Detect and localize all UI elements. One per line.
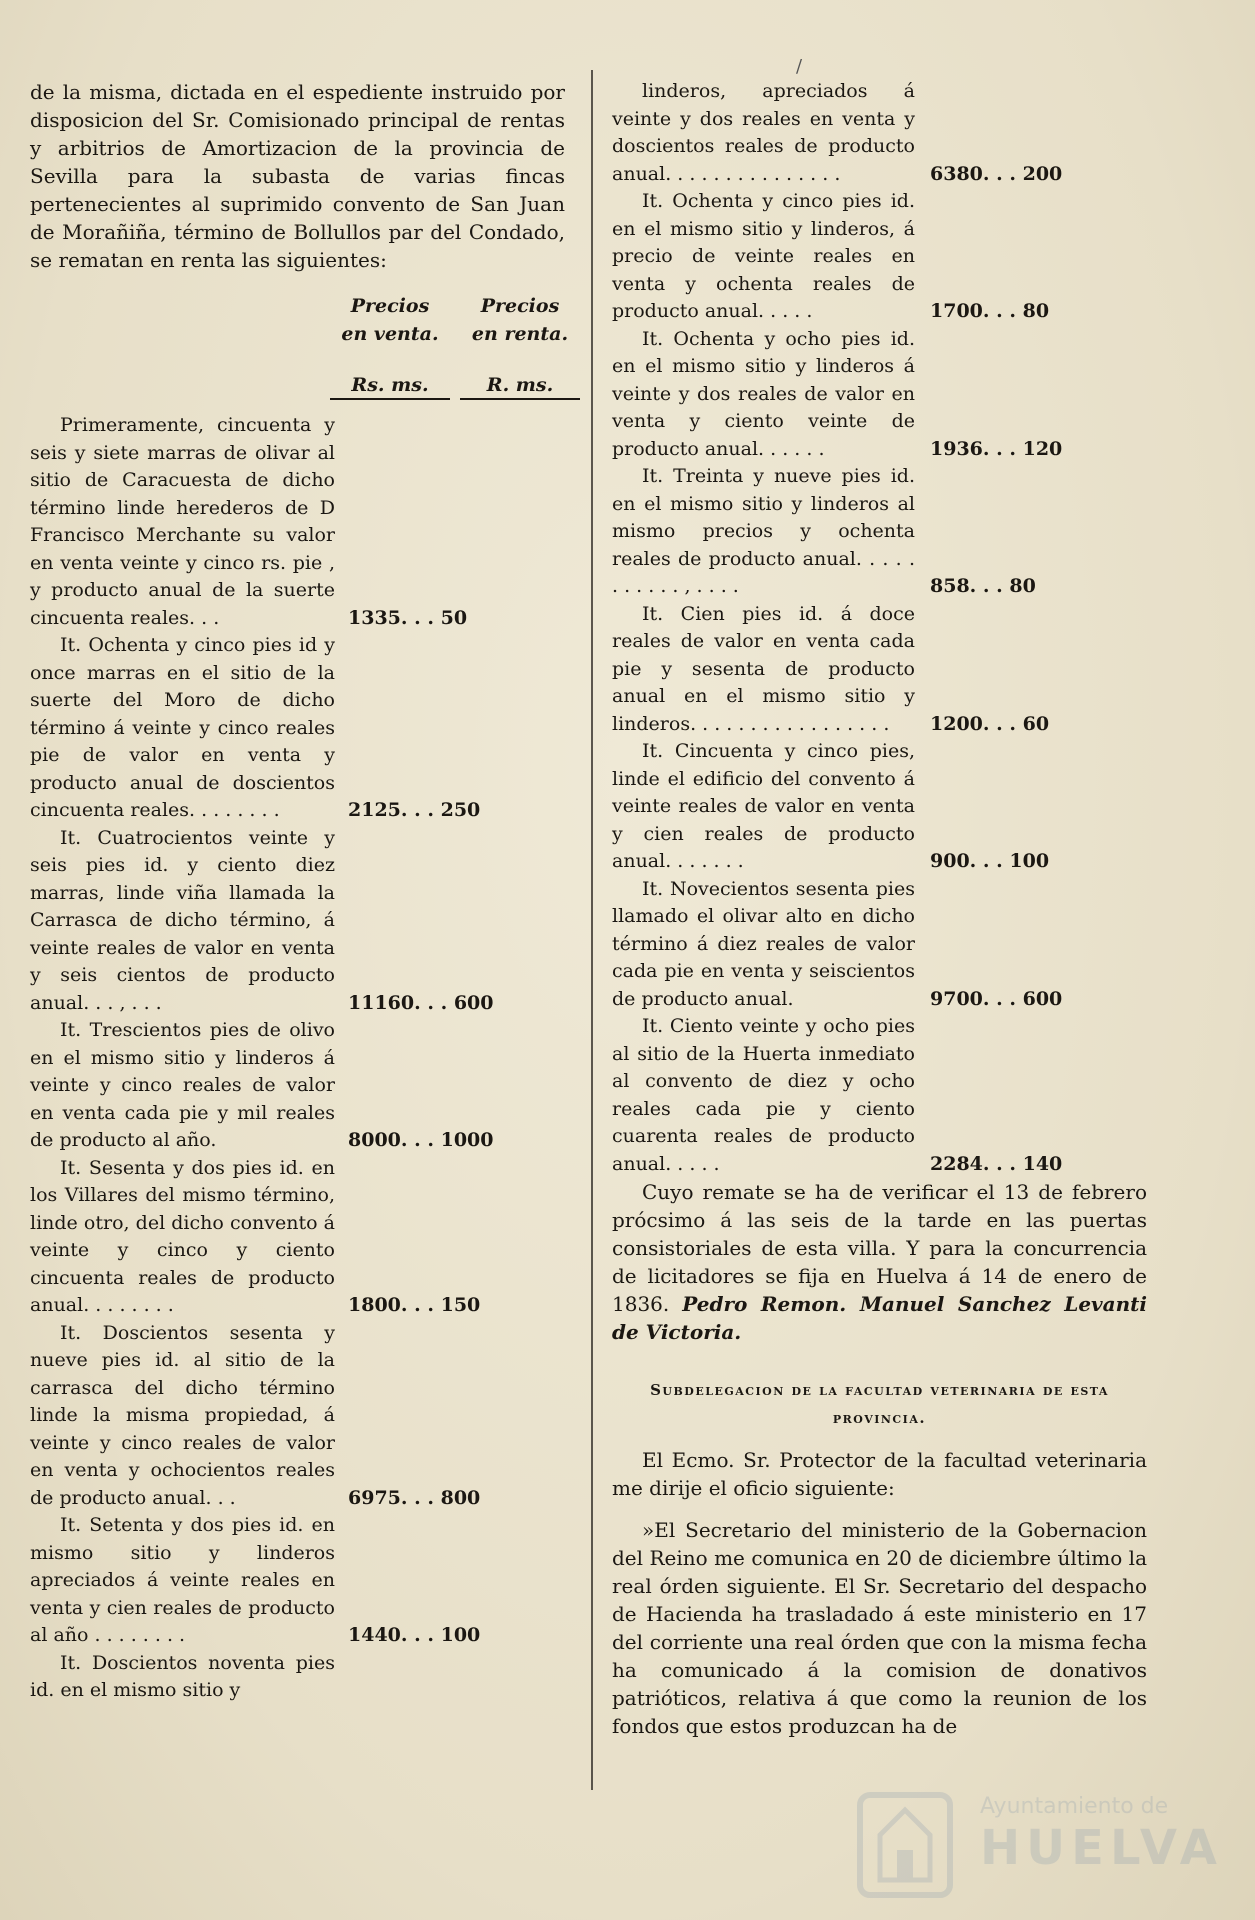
price-separator: . . . [982,1152,1023,1175]
rent-price: 150 [440,1294,481,1316]
listing-entry [30,1017,565,1155]
section-paragraph-2: »El Secretario del ministerio de la Gobernacion del Reino me comunica en 20 de diciembre último la real órden siguiente. El Sr. Secretario del despacho de Hacienda ha trasladado á este ministerio en 17 del corriente una real órden que con la misma fecha ha comunicado á la comision de donativos patrióticos, relativa á que como la reunion de los fondos que estos produzcan ha de [612,1518,1147,1738]
listing-entry [612,463,1147,601]
listing-entry [30,1320,565,1513]
section-title: Subdelegacion de la facultad veterinaria de esta provincia. [650,1381,1109,1427]
rent-price-header [460,292,580,348]
listing-entry [612,738,1147,876]
listing-text: It. Novecientos sesenta pies llamado el olivar alto en dicho término á diez reales de valor cada pie en venta y seiscientos de producto anual. [612,877,915,1010]
listing-entry [612,188,1147,326]
listing-entry [612,1013,1147,1178]
listing-text: It. Sesenta y dos pies id. en los Villares del mismo término, linde otro, del dicho convento á veinte y cinco y ciento cincuenta reales de producto anual. . . . . . . . [30,1156,335,1316]
listing-entry [30,412,565,632]
listing-entry [30,825,565,1018]
sale-price: 2125 [348,799,401,821]
listing-entry [30,1512,565,1650]
price-separator: . . . [969,850,1010,872]
sale-price: 9700 [930,987,983,1010]
price-separator: . . . [982,987,1023,1010]
rent-price: 600 [453,991,494,1014]
signature: Pedro Remon. Manuel Sanchez Levanti de Victoria. [612,1292,1148,1344]
listing-text: It. Trescientos pies de olivo en el mismo sitio y linderos á veinte y cinco reales de valor en venta cada pie y mil reales de producto al año. [30,1019,335,1151]
price-separator: . . . [400,1129,441,1151]
rent-price: 250 [440,799,481,821]
watermark-line1: Ayuntamiento de [980,1794,1169,1819]
listing-text: linderos, apreciados á veinte y dos reales en venta y doscientos reales de producto anual. . . . . . . . . . . . . . . [612,80,915,185]
listing-prices [348,605,467,633]
price-separator: . . . [400,799,441,821]
listing-text: It. Treinta y nueve pies id. en el mismo sitio y linderos al mismo precios y ochenta reales de producto anual. . . . . . . . . . . , . . . . [612,465,915,597]
listing-text: It. Setenta y dos pies id. en mismo sitio y linderos apreciados á veinte reales en venta y cien reales de producto al año . . . . . . . . [30,1514,335,1646]
price-separator: . . . [982,437,1023,460]
listing-text: It. Ochenta y cinco pies id y once marras en el sitio de la suerte del Moro de dicho término á veinte y cinco reales pie de valor en venta y producto anual de doscientos cincuenta reales. . . . . . . . [30,634,335,821]
rent-price: 100 [1009,850,1050,872]
price-separator: . . . [982,712,1023,735]
closing-text: Cuyo remate se ha de verificar el 13 de febrero prócsimo á las seis de la tarde en las puertas consistoriales de esta villa. Y para la concurrencia de licitadores se fija en Huelva á 14 de enero de 1836. [612,1180,1147,1316]
column-divider [591,70,593,1790]
listing-text: It. Doscientos sesenta y nueve pies id. al sitio de la carrasca del dicho término linde la misma propiedad, á veinte y cinco reales de valor en venta y ochocientos reales de producto anual. . . [30,1321,335,1509]
listing-text: It. Ochenta y ocho pies id. en el mismo sitio y linderos á veinte y dos reales de valor en venta y ciento veinte de producto anual. . . . . . [612,327,915,460]
listing-text: Primeramente, cincuenta y seis y siete marras de olivar al sitio de Caracuesta de dicho término linde herederos de D Francisco Merchante su valor en venta veinte y cinco rs. pie , y producto anual de la suerte cincuenta reales. . . [30,414,335,629]
listing-text: It. Doscientos noventa pies id. en el mismo sitio y [30,1651,335,1701]
sale-price: 1440 [348,1624,401,1646]
listing-prices [930,986,1062,1014]
section-paragraph-1: El Ecmo. Sr. Protector de la facultad veterinaria me dirije el oficio siguiente: [612,1448,1147,1500]
listing-prices [930,298,1049,326]
sale-header-line2: en venta. [341,323,439,345]
price-separator: . . . [982,300,1023,322]
sale-price: 1936 [930,437,983,460]
rent-price: 100 [440,1624,481,1646]
listing-text: It. Cien pies id. á doce reales de valor en venta cada pie y sesenta de producto anual en el mismo sitio y linderos. . . . . . . . . . . . . . . . . [612,602,915,735]
rent-unit-header: R. ms. [460,374,580,400]
listing-text: It. Cincuenta y cinco pies, linde el edificio del convento á veinte reales de valor en venta y cien reales de producto anual. . . . . . . [612,740,915,872]
listing-text: It. Cuatrocientos veinte y seis pies id. y ciento diez marras, linde viña llamada la Carrasca de dicho término, á veinte reales de valor en venta y seis cientos de producto anual. . . , . . . [30,826,335,1014]
rent-price: 60 [1022,712,1050,735]
sale-price: 1700 [930,300,983,322]
right-column [612,78,1147,1740]
rent-price: 140 [1022,1152,1063,1175]
sale-price: 858 [930,575,970,597]
rent-price: 50 [440,606,468,629]
listing-entry [612,601,1147,739]
listing-entry [30,1155,565,1320]
left-entries-list [30,412,565,1705]
listing-prices [930,573,1036,601]
listing-prices [930,161,1062,189]
listing-prices [348,1292,480,1320]
page-marker: / [796,56,803,77]
rent-price: 200 [1022,162,1063,185]
rent-price: 1000 [440,1129,494,1151]
closing-paragraph [612,1178,1147,1346]
sale-header-line1: Precios [350,295,430,317]
watermark-line2: HUELVA [980,1820,1223,1876]
sale-price: 900 [930,850,970,872]
price-separator: . . . [400,1624,441,1646]
listing-entry [612,876,1147,1014]
price-separator: . . . [400,606,441,629]
listing-entry [30,632,565,825]
sale-price: 2284 [930,1152,983,1175]
price-separator: . . . [400,1294,441,1316]
sale-price: 6975 [348,1486,401,1509]
city-shield-icon [850,1790,960,1900]
listing-entry [30,1650,565,1705]
sale-price-header [330,292,450,348]
price-separator: . . . [982,162,1023,185]
price-separator: . . . [969,575,1010,597]
right-entries-list [612,78,1147,1178]
sale-price: 8000 [348,1129,401,1151]
listing-entry [612,78,1147,188]
rent-header-line2: en renta. [471,323,569,345]
watermark [850,1790,1223,1900]
sale-price: 1200 [930,712,983,735]
sale-price: 1335 [348,606,401,629]
listing-prices [930,848,1049,876]
listing-prices [930,436,1062,464]
listing-prices [348,1127,493,1155]
rent-price: 600 [1022,987,1063,1010]
listing-text: It. Ciento veinte y ocho pies al sitio de la Huerta inmediato al convento de diez y ocho reales cada pie y ciento cuarenta reales de producto anual. . . . . [612,1015,915,1175]
rent-price: 80 [1022,300,1050,322]
price-header [30,292,569,412]
sale-unit-header: Rs. ms. [330,374,450,400]
sale-price: 11160 [348,991,415,1014]
sale-price: 6380 [930,162,983,185]
listing-text: It. Ochenta y cinco pies id. en el mismo sitio y linderos, á precio de veinte reales en venta y ochenta reales de producto anual. . . . . [612,190,915,322]
price-separator: . . . [400,1486,441,1509]
price-separator: . . . [414,991,454,1014]
listing-prices [348,990,493,1018]
sale-price: 1800 [348,1294,401,1316]
listing-prices [930,1151,1062,1179]
rent-price: 800 [440,1486,481,1509]
listing-prices [348,797,480,825]
left-column [30,78,569,1705]
listing-prices [348,1485,480,1513]
listing-entry [612,326,1147,464]
rent-price: 80 [1009,575,1036,597]
rent-price: 120 [1022,437,1063,460]
rent-header-line1: Precios [480,295,560,317]
listing-prices [348,1622,480,1650]
listing-prices [930,711,1049,739]
intro-paragraph: de la misma, dictada en el espediente instruido por disposicion del Sr. Comisionado principal de rentas y arbitrios de Amortizacion de la provincia de Sevilla para la subasta de varias fincas pertenecientes al suprimido convento de San Juan de Morañiña, término de Bollullos par del Condado, se rematan en renta las siguientes: [30,80,565,272]
